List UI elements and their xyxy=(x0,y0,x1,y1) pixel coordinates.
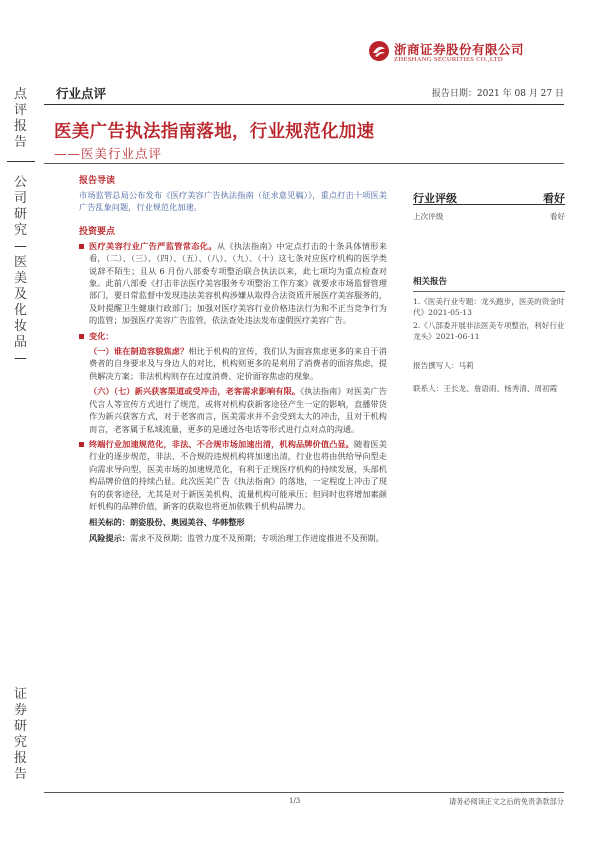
company-logo xyxy=(368,40,558,66)
report-header xyxy=(44,84,564,102)
previous-rating-value: 看好 xyxy=(549,212,565,221)
change-1-text: 相比于机构的宣传，我们认为面容焦虑更多的来自于消费者的自身要求及与身边人的对比，机构则更多的是利用了消费者的面容焦虑，提供解决方案；非法机构则存在过度消费、定价面容焦虑的现象。 xyxy=(89,346,387,381)
changes-label: 变化： xyxy=(89,330,114,341)
risk-label: 风险提示： xyxy=(89,532,130,543)
rating-value: 看好 xyxy=(543,192,565,205)
sidebar-footer-label: 证券研究报告 xyxy=(14,687,28,782)
targets-label: 相关标的： xyxy=(89,517,130,528)
company-name-cn: 浙商证券股份有限公司 xyxy=(394,42,525,57)
section-heading-investment: 投资要点 xyxy=(79,226,116,237)
left-sidebar xyxy=(0,75,42,782)
report-date: 报告日期：2021 年 08 月 27 日 xyxy=(431,89,564,99)
point-1-lead: 医疗美容行业广告严监管常态化。 xyxy=(89,240,217,251)
header-divider xyxy=(44,104,564,105)
report-author: 报告撰写人：马莉 xyxy=(413,361,474,370)
changes-heading xyxy=(79,330,387,342)
sidebar-report-category: 点评报告 xyxy=(14,87,28,150)
related-reports xyxy=(413,277,565,394)
change-1 xyxy=(79,345,387,382)
investment-point-1 xyxy=(79,240,387,327)
report-contacts: 联系人：王长龙、詹语雨、杨秀清、周初霞 xyxy=(413,384,558,393)
change-2-lead: （六）（七）新兴获客渠道或受冲击，老客需求影响有限。 xyxy=(89,386,301,397)
report-guide-text: 市场监管总局公布发布《医疗美容广告执法指南（征求意见稿）》，重点打击十项医美广告乱象问题，行业规范化加速。 xyxy=(79,190,387,213)
sidebar-divider xyxy=(7,161,35,162)
report-subtitle: ——医美行业点评 xyxy=(54,146,163,161)
main-content xyxy=(79,175,387,547)
investment-point-2 xyxy=(79,438,387,512)
disclaimer-note: 请务必阅读正文之后的免责条款部分 xyxy=(448,797,564,806)
footer-divider xyxy=(44,792,564,793)
previous-rating-row xyxy=(413,211,565,225)
related-report-item[interactable]: 1.《医美行业专题：龙头跑步，医美的资金时代》2021-05-13 xyxy=(413,297,565,317)
company-name-en: ZHESHANG SECURITIES CO.,LTD xyxy=(394,56,503,63)
section-heading-guide: 报告导读 xyxy=(79,176,116,186)
sidebar-industry: 公司研究—医美及化妆品— xyxy=(14,175,28,366)
change-1-lead: （一）谁在制造容貌焦虑？ xyxy=(89,346,189,357)
title-divider xyxy=(44,163,564,164)
change-2 xyxy=(79,385,387,435)
rating-label: 行业评级 xyxy=(413,192,457,205)
industry-rating-box xyxy=(413,188,565,225)
targets-text: 朗姿股份、奥园美谷、华韩整形 xyxy=(129,517,245,528)
related-report-item[interactable]: 2.《八部委开展非法医美专项整治，利好行业龙头》2021-06-11 xyxy=(413,321,565,341)
risk-warning xyxy=(79,532,387,544)
point-1-text: 从《执法指南》中定点打击的十条具体情形来看，（二）、（三）、（四）、（五）、（八）、（九）、（十）这七条对应医疗机构的医学类说辞不陌生；且从 6 月份八部委专项整治联合执法以来，此七项均为重点检查对象。此前八部委《打击非法医疗美容服务专项整治工作方案》就要求市场监督管理部门，要日常监督中发现违法美容机构涉嫌从取得合法资质开展医疗美容服务的，及时提醒卫生健康行政部门；加强对医疗美容行业价格违法行为和不正当竞争行为的监管；加强医疗美容广告监管，依法查处违法发布虚假医疗美容广告。 xyxy=(89,240,387,326)
risk-text: 需求不及预期；监管力度不及预期；专项治理工作进度推进不及预期。 xyxy=(129,532,384,543)
logo-mark-icon xyxy=(368,40,390,62)
previous-rating-label: 上次评级 xyxy=(413,212,444,221)
report-type: 行业点评 xyxy=(56,86,107,101)
change-2-text: 《执法指南》对医美广告代言人等宣传方式进行了规范，或将对机构获新客途径产生一定的影响，直播带货作为新兴获客方式，对于老客而言，医美需求并不会受到太大的冲击，且对于机构而言，老客属于私域流量，更多的是通过各电话等形式进行点对点的沟通。 xyxy=(89,386,387,434)
page-number: 1/3 xyxy=(289,797,301,805)
rating-header xyxy=(413,188,565,205)
point-2-text: 随着医美行业的逐步规范，非法、不合规的违规机构将加速出清，行业也将由供给导向型走向需求导向型，医美市场的加速规范化，有利于正规医疗机构的持续发展，头部机构品牌价值的持续凸显。此次医美广告《执法指南》的落地，一定程度上冲击了现有的获客途径，尤其是对于新医美机构，流量机构可能承压；但同时也将增加素颜好机构的品牌价值，新客的获取也将更加依赖于机构品牌力。 xyxy=(89,438,387,511)
report-title: 医美广告执法指南落地，行业规范化加速 xyxy=(54,122,375,142)
related-reports-heading: 相关报告 xyxy=(413,277,565,292)
point-2-lead: 终端行业加速规范化，非法、不合规市场加速出清，机构品牌价值凸显。 xyxy=(89,438,354,449)
related-targets xyxy=(79,516,387,528)
